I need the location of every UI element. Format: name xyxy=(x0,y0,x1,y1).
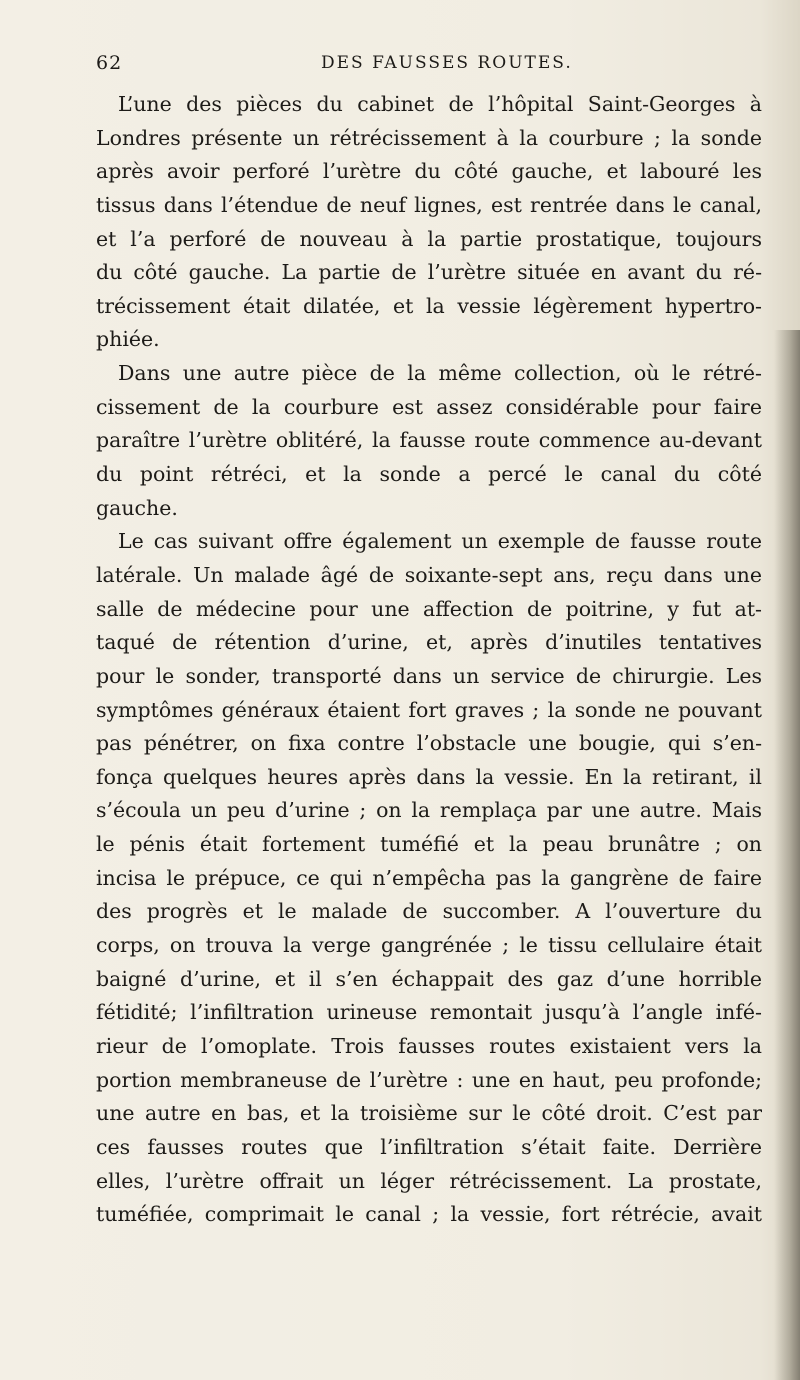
text-line: le pénis était fortement tuméfié et la peau brunâtre ; on xyxy=(96,832,762,857)
text-line: baigné d’urine, et il s’en échappait des gaz d’une horrible xyxy=(96,966,762,991)
text-line: symptômes généraux étaient fort graves ; la sonde ne pouvant xyxy=(96,697,762,722)
text-line: Londres présente un rétrécissement à la courbure ; la sonde xyxy=(96,125,762,150)
text-line: incisa le prépuce, ce qui n’empêcha pas la gangrène de faire xyxy=(96,865,762,890)
text-line: corps, on trouva la verge gangrénée ; le tissu cellulaire était xyxy=(96,933,762,958)
running-head: DES FAUSSES ROUTES. xyxy=(321,53,573,73)
page-edge-shadow xyxy=(774,330,800,1380)
text-line: paraître l’urètre oblitéré, la fausse route commence au-devant xyxy=(96,428,762,453)
text-line: salle de médecine pour une affection de poitrine, y fut at- xyxy=(96,596,762,621)
paragraph xyxy=(96,88,762,357)
text-line: tissus dans l’étendue de neuf lignes, est rentrée dans le canal, xyxy=(96,192,762,217)
text-line: fétidité; l’infiltration urineuse remontait jusqu’à l’angle infé- xyxy=(96,1000,762,1025)
text-line: elles, l’urètre offrait un léger rétrécissement. La prostate, xyxy=(96,1168,762,1193)
text-line: ces fausses routes que l’infiltration s’était faite. Derrière xyxy=(96,1134,762,1159)
text-line: cissement de la courbure est assez considérable pour faire xyxy=(96,394,762,419)
page-header xyxy=(96,52,776,82)
text-line: Le cas suivant offre également un exemple de fausse route xyxy=(118,529,762,554)
paragraph xyxy=(96,525,762,1231)
text-line: une autre en bas, et la troisième sur le côté droit. C’est par xyxy=(96,1101,762,1126)
text-line: des progrès et le malade de succomber. A l’ouverture du xyxy=(96,899,762,924)
text-line: tuméfiée, comprimait le canal ; la vessie, fort rétrécie, avait xyxy=(96,1202,762,1227)
paragraph xyxy=(96,357,762,525)
text-line: du côté gauche. La partie de l’urètre située en avant du ré- xyxy=(96,260,762,285)
text-line: pas pénétrer, on fixa contre l’obstacle une bougie, qui s’en- xyxy=(96,731,762,756)
text-line: et l’a perforé de nouveau à la partie prostatique, toujours xyxy=(96,226,762,251)
text-line: taqué de rétention d’urine, et, après d’inutiles tentatives xyxy=(96,630,762,655)
text-line: latérale. Un malade âgé de soixante-sept ans, reçu dans une xyxy=(96,562,762,587)
text-line: L’une des pièces du cabinet de l’hôpital Saint-Georges à xyxy=(118,92,762,116)
body-text xyxy=(96,88,762,1232)
text-line: Dans une autre pièce de la même collection, où le rétré- xyxy=(118,361,762,386)
text-line: phiée. xyxy=(96,327,160,352)
text-line: s’écoula un peu d’urine ; on la remplaça par une autre. Mais xyxy=(96,798,762,823)
text-line: gauche. xyxy=(96,495,178,520)
text-line: fonça quelques heures après dans la vessie. En la retirant, il xyxy=(96,764,762,789)
text-line: pour le sonder, transporté dans un service de chirurgie. Les xyxy=(96,663,762,688)
text-line: portion membraneuse de l’urètre : une en haut, peu profonde; xyxy=(96,1067,762,1092)
text-line: après avoir perforé l’urètre du côté gauche, et labouré les xyxy=(96,159,762,184)
text-line: rieur de l’omoplate. Trois fausses routes existaient vers la xyxy=(96,1033,762,1058)
text-line: trécissement était dilatée, et la vessie légèrement hypertro- xyxy=(96,293,762,318)
page-number: 62 xyxy=(96,52,123,74)
text-line: du point rétréci, et la sonde a percé le canal du côté xyxy=(96,462,762,487)
